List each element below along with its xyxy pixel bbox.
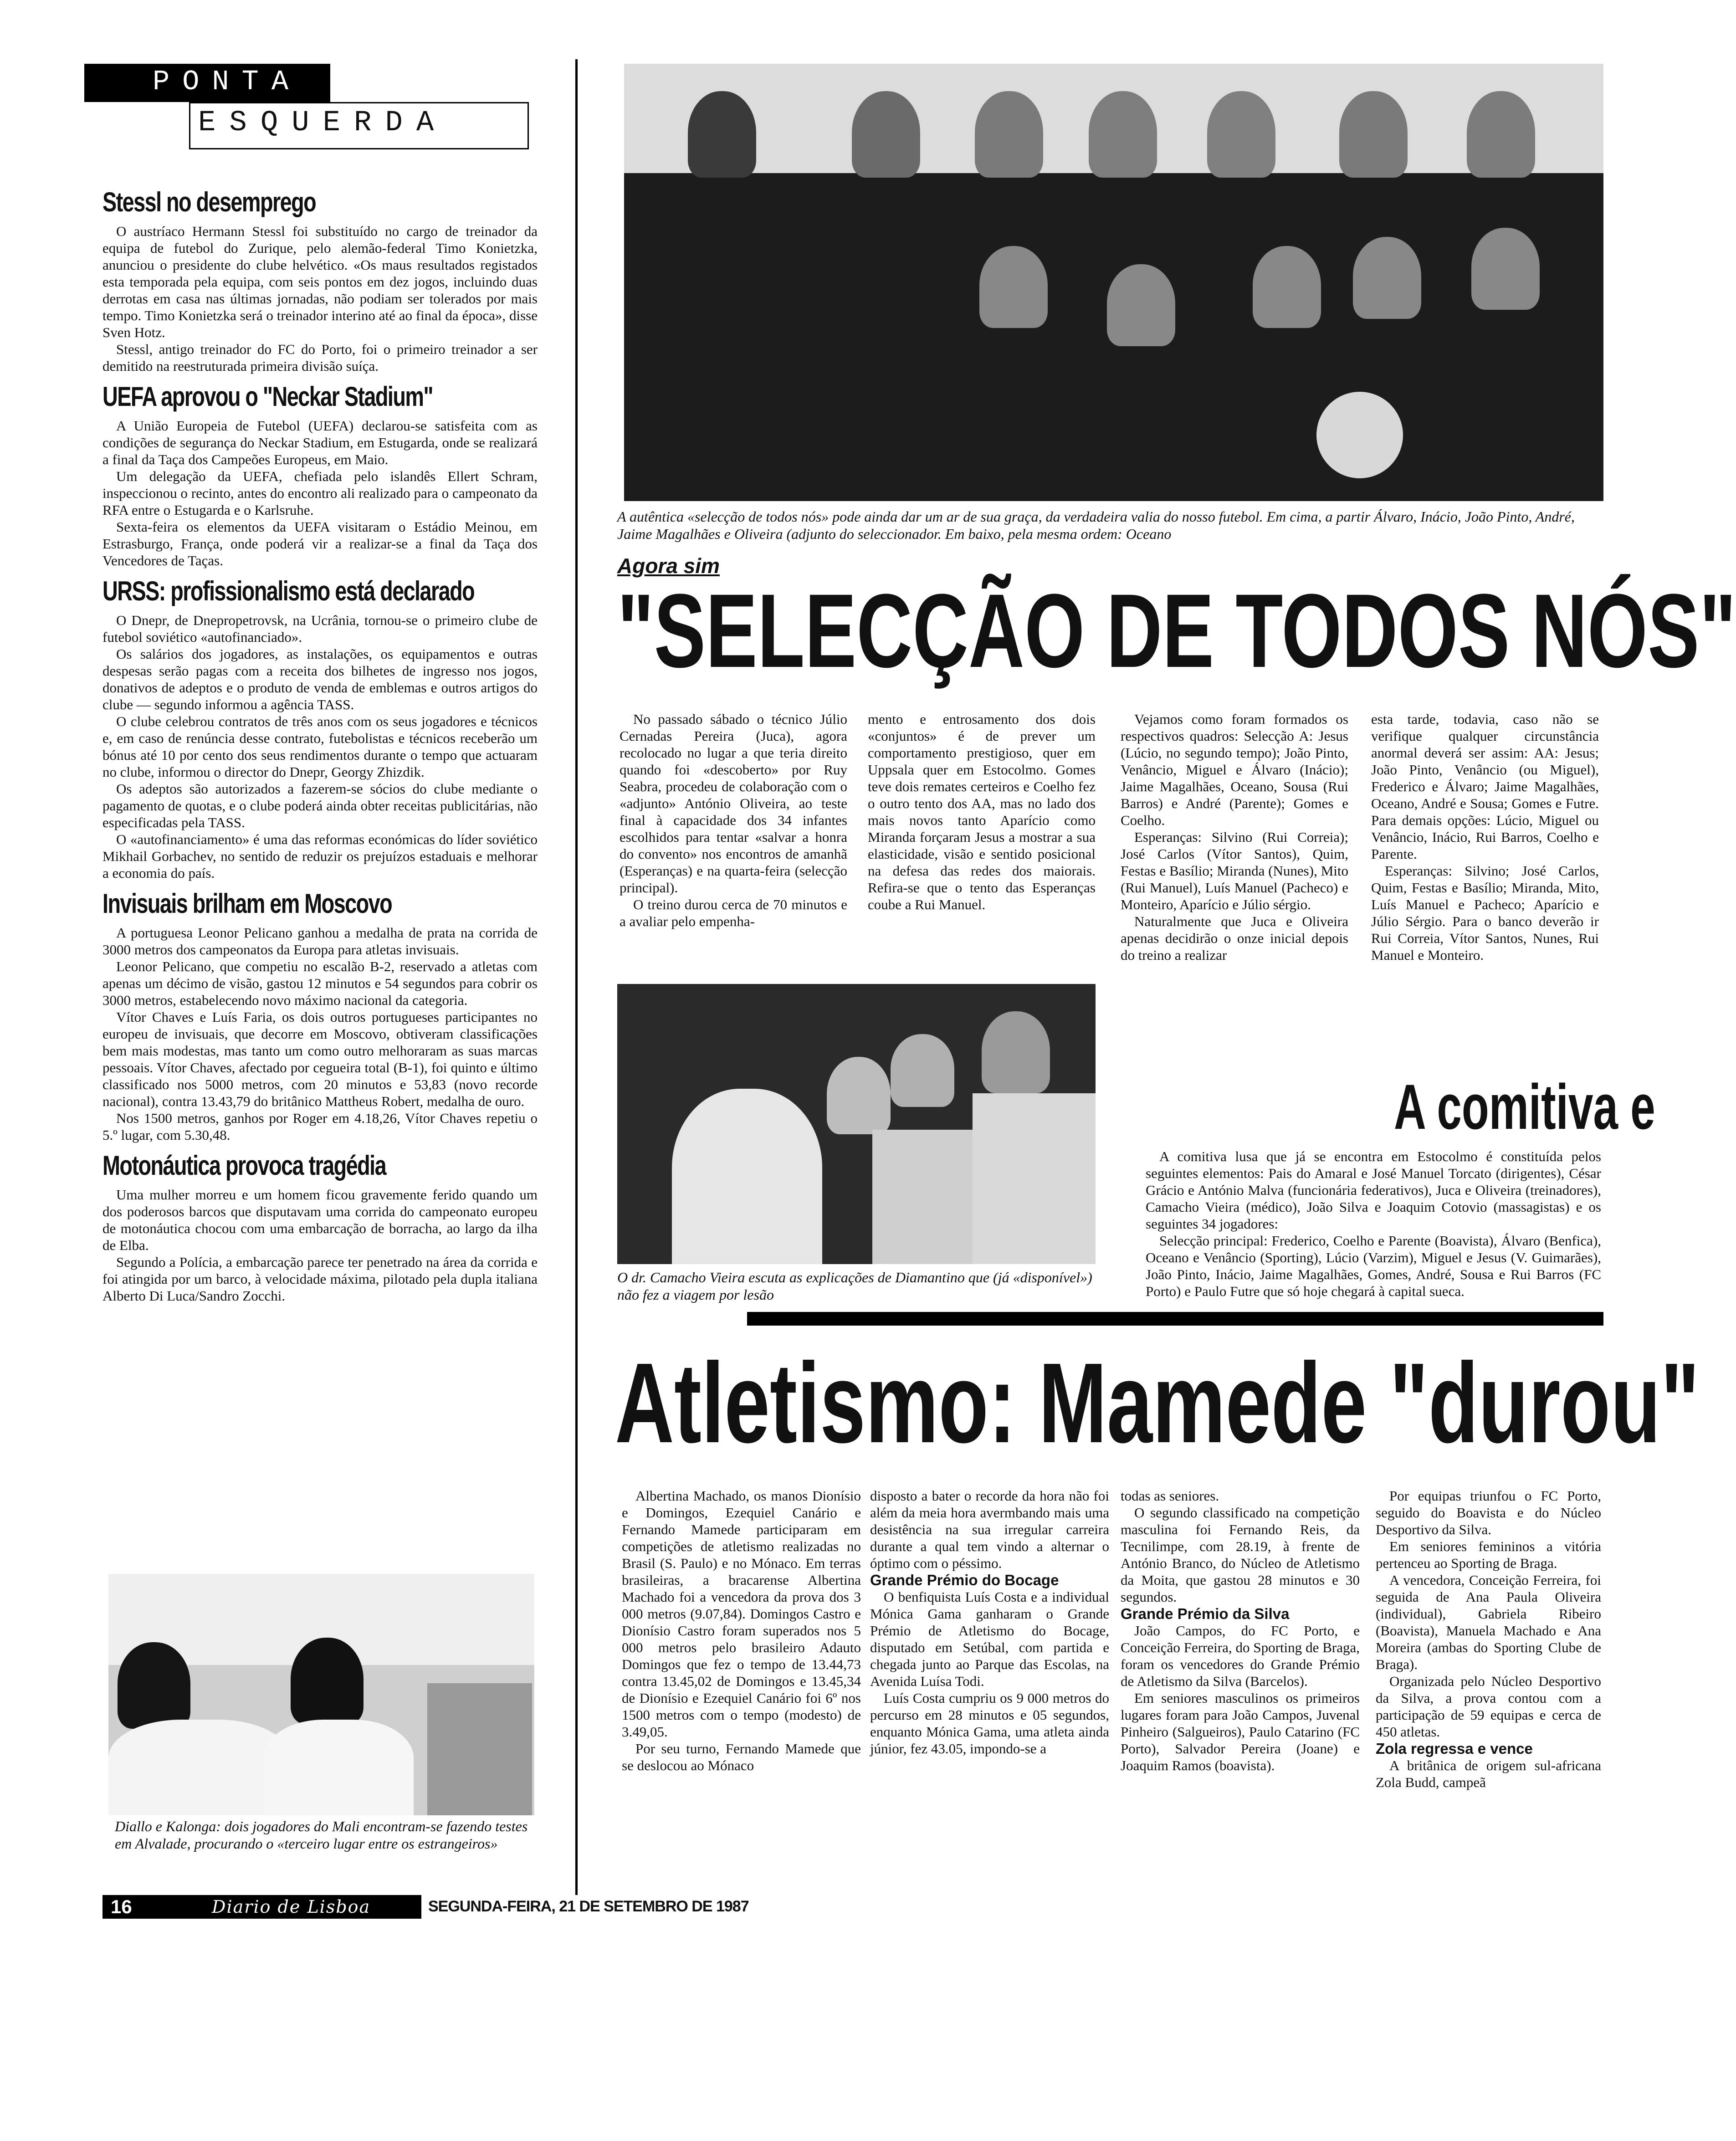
paragraph: A portuguesa Leonor Pelicano ganhou a medalha de prata na corrida de 3000 metros dos campeonatos da Europa para atletas invisuais. <box>102 925 538 958</box>
paragraph: mento e entrosamento dos dois «conjuntos» é de prever um comportamento prestigioso, quer em Uppsala quer em Estocolmo. Gomes teve dois remates certeiros e Coelho fez o outro tento dos AA, mas no lado dos mais novos tanto Aparício como Miranda forçaram Jesus a mostrar a sua elasticidade, visão e sentido posicional na defesa das redes dos maiorais. Refira-se que o tento das Esperanças coube a Rui Manuel. <box>868 711 1096 912</box>
paragraph: O treino durou cerca de 70 minutos e a avaliar pelo empenha- <box>620 896 847 929</box>
paragraph: Por equipas triunfou o FC Porto, seguido do Boavista e do Núcleo Desportivo da Silva. <box>1376 1488 1601 1537</box>
page-footer <box>102 1895 786 1920</box>
paragraph: A União Europeia de Futebol (UEFA) declarou-se satisfeita com as condições de segurança do Neckar Stadium, em Estugarda, onde se realizará a final da Taça dos Campeões Europeus, em Maio. <box>102 418 538 467</box>
article-title: URSS: profissionalismo está declarado <box>102 576 475 606</box>
meeting-photo <box>617 984 1096 1264</box>
subhead-silva: Grande Prémio da Silva <box>1121 1605 1290 1622</box>
paragraph: Em seniores femininos a vitória pertenceu ao Sporting de Braga. <box>1376 1538 1601 1571</box>
paper-name: Diario de Lisboa <box>212 1897 371 1917</box>
paragraph: Os salários dos jogadores, as instalações, os equipamentos e outras despesas serão pagas com a receita dos bilhetes de ingresso nos jogos, donativos de adeptos e o produto de venda de emblemas e outros artigos do clube — segundo informou a agência TASS. <box>102 646 538 712</box>
paragraph: Esperanças: Silvino; José Carlos, Quim, Festas e Basílio; Miranda, Mito, Luís Manuel e Pacheco; Aparício e Júlio Sérgio. Para o banco deverão ir Rui Correia, Vítor Santos, Nunes, Rui Manuel e Monteiro. <box>1371 863 1599 963</box>
paragraph: João Campos, do FC Porto, e Conceição Ferreira, do Sporting de Braga, foram os vencedores do Grande Prémio de Atletismo da Silva (Barcelos). <box>1121 1623 1360 1689</box>
article-title: Stessl no desemprego <box>102 187 316 217</box>
article-title: Invisuais brilham em Moscovo <box>102 888 392 919</box>
subhead-bocage: Grande Prémio do Bocage <box>870 1572 1059 1588</box>
paragraph: O segundo classificado na competição masculina foi Fernando Reis, da Tecnilimpe, com 28.19, à frente de António Branco, do Núcleo de Atletismo da Moita, que gastou 28 minutos e 30 segundos. <box>1121 1505 1360 1605</box>
paragraph: A vencedora, Conceição Ferreira, foi seguida de Ana Paula Oliveira (individual), Gabriela Ribeiro (Boavista), Manuela Machado e Ana Moreira (ambas do Sporting Clube de Braga). <box>1376 1572 1601 1672</box>
team-photo <box>624 64 1603 501</box>
team-col-1 <box>620 711 847 930</box>
paragraph: O clube celebrou contratos de três anos com os seus jogadores e técnicos e, em caso de renúncia desse contrato, futebolistas e técnicos receberão um bónus até 10 por cento dos seus rendimentos durante o tempo que actuaram no clube, informou o director do Dnepr, Georgy Zhizdik. <box>102 713 538 780</box>
paragraph: Nos 1500 metros, ganhos por Roger em 4.18,26, Vítor Chaves repetiu o 5.º lugar, com 5.30,48. <box>102 1110 538 1143</box>
team-headline: "SELECÇÃO DE TODOS NÓS" <box>617 572 1736 689</box>
athletics-headline: Atletismo: Mamede "durou" <box>615 1339 1700 1466</box>
article-title: UEFA aprovou o "Neckar Stadium" <box>102 381 433 412</box>
paragraph: Vejamos como foram formados os respectivos quadros: Selecção A: Jesus (Lúcio, no segundo tempo); João Pinto, Venâncio, Miguel e Álvaro (Inácio); Jaime Magalhães, Oceano, Sousa (Rui Barros) e André (Parente); Gomes e Coelho. <box>1121 711 1348 828</box>
paragraph: O benfiquista Luís Costa e a individual Mónica Gama ganharam o Grande Prémio de Atletismo do Bocage, disputado em Setúbal, com partida e chegada junto ao Parque das Escolas, na Avenida Luísa Todi. <box>870 1589 1109 1689</box>
mali-players-caption: Diallo e Kalonga: dois jogadores do Mali encontram-se fazendo testes em Alvalade, procurando o «terceiro lugar entre os estrangeiros» <box>115 1818 528 1852</box>
paragraph: Luís Costa cumpriu os 9 000 metros do percurso em 28 minutos e 05 segundos, enquanto Mónica Gama, uma atleta ainda júnior, fez 43.05, impondo-se a <box>870 1690 1109 1757</box>
paragraph: O «autofinanciamento» é uma das reformas económicas do líder soviético Mikhail Gorbachev, no sentido de reduzir os prejuízos estaduais e melhorar a economia do país. <box>102 831 538 881</box>
article-motonautica <box>102 1150 538 1304</box>
paragraph: Leonor Pelicano, que competiu no escalão B-2, reservado a atletas com apenas um décimo de visão, gastou 12 minutos e 54 segundos para cobrir os 3000 metros, estabelecendo novo máximo nacional da categoria. <box>102 958 538 1008</box>
paragraph: Organizada pelo Núcleo Desportivo da Silva, a prova contou com a participação de 59 equipas e cerca de 450 atletas. <box>1376 1673 1601 1740</box>
paragraph: A comitiva lusa que já se encontra em Estocolmo é constituída pelos seguintes elementos: Pais do Amaral e José Manuel Torcato (dirigentes), César Grácio e António Malva (funcionária federativos), Juca e Oliveira (treinadores), Camacho Vieira (médico), João Silva e Joaquim Cotovio (massagistas) e os seguintes 34 jogadores: <box>1146 1148 1601 1232</box>
logo-line-1: PONTA <box>153 66 302 98</box>
paragraph: esta tarde, todavia, caso não se verifique qualquer circunstância anormal deverá ser assim: AA: Jesus; João Pinto, Venâncio (ou Miguel), Frederico e Álvaro; Jaime Magalhães, Oceano, André e Sousa; Gomes e Futre. Para demais opções: Lúcio, Miguel ou Venâncio, Inácio, Rui Barros, Coelho e Parente. <box>1371 711 1599 862</box>
paragraph: Um delegação da UEFA, chefiada pelo islandês Ellert Schram, inspeccionou o recinto, antes do encontro ali realizado para o campeonato da RFA entre o Estugarda e o Karlsruhe. <box>102 468 538 518</box>
comitiva-text <box>1146 1148 1601 1300</box>
ponta-esquerda-logo <box>84 64 531 155</box>
page-number: 16 <box>111 1896 132 1917</box>
article-kicker: Agora sim <box>617 554 720 578</box>
subhead-zola: Zola regressa e vence <box>1376 1740 1533 1757</box>
article-urss <box>102 575 538 881</box>
mali-players-photo <box>108 1574 534 1815</box>
team-col-4 <box>1371 711 1599 963</box>
paragraph: Uma mulher morreu e um homem ficou gravemente ferido quando um dos poderosos barcos que disputavam uma corrida do campeonato europeu de motonáutica chocou com uma embarcação de borracha, ao largo da ilha de Elba. <box>102 1187 538 1253</box>
footer-date: SEGUNDA-FEIRA, 21 DE SETEMBRO DE 1987 <box>428 1898 749 1915</box>
column-divider <box>575 59 578 1895</box>
comitiva-headline: A comitiva e <box>1394 1071 1655 1142</box>
left-column <box>102 180 538 1304</box>
paragraph: Sexta-feira os elementos da UEFA visitaram o Estádio Meinou, em Estrasburgo, França, onde poderá vir a realizar-se a final da Taça dos Vencedores de Taças. <box>102 519 538 569</box>
athletics-col-3 <box>1121 1487 1360 1774</box>
paragraph: todas as seniores. <box>1121 1488 1219 1504</box>
team-col-2 <box>868 711 1096 913</box>
paragraph: O Dnepr, de Dnepropetrovsk, na Ucrânia, tornou-se o primeiro clube de futebol soviético «autofinanciado». <box>102 612 538 645</box>
paragraph: Por seu turno, Fernando Mamede que se deslocou ao Mónaco <box>622 1741 861 1773</box>
athletics-col-4 <box>1376 1487 1601 1791</box>
paragraph: No passado sábado o técnico Júlio Cernadas Pereira (Juca), agora recolocado no lugar a que teria direito quando foi «descoberto» por Ruy Seabra, procedeu de colaboração com o «adjunto» António Oliveira, ao teste final à capacidade dos 34 infantes escolhidos para tentar «salvar a honra do convento» nos encontros de amanhã (Esperanças) e na quarta-feira (selecção principal). <box>620 711 847 896</box>
paragraph: Segundo a Polícia, a embarcação parece ter penetrado na área da corrida e foi atingida por um barco, à velocidade máxima, pilotado pela dupla italiana Alberto Di Luca/Sandro Zocchi. <box>102 1254 538 1304</box>
paragraph: O austríaco Hermann Stessl foi substituído no cargo de treinador da equipa de futebol do Zurique, pelo alemão-federal Timo Konietzka, anunciou o presidente do clube helvético. «Os maus resultados registados esta temporada pela equipa, com seis pontos em dez jogos, incluindo duas derrotas em casa nas últimas jornadas, não podiam ser tolerados por mais tempo. Timo Konietzka será o treinador interino até ao final da época», disse Sven Hotz. <box>102 223 538 340</box>
athletics-col-1 <box>622 1487 861 1774</box>
athletics-col-2 <box>870 1487 1109 1757</box>
logo-line-2: ESQUERDA <box>198 107 448 139</box>
article-invisuais <box>102 888 538 1143</box>
paragraph: Albertina Machado, os manos Dionísio e Domingos, Ezequiel Canário e Fernando Mamede participaram em competições de atletismo realizadas no Brasil (S. Paulo) e no Mónaco. Em terras brasileiras, a bracarense Albertina Machado foi a vencedora da prova dos 3 000 metros (9.07,84). Domingos Castro e Dionísio Castro foram superados nos 5 000 metros pelo brasileiro Adauto Domingos que fez o tempo de 13.44,73 contra 13.45,02 de Domingos e 13.45,34 de Dionísio e Ezequiel Canário foi 6º nos 1500 metros com o tempo (modesto) de 3.49,05. <box>622 1488 861 1740</box>
paragraph: Em seniores masculinos os primeiros lugares foram para João Campos, Juvenal Pinheiro (Salgueiros), Paulo Catarino (FC Porto), Salvador Pereira (Joane) e Joaquim Ramos (boavista). <box>1121 1690 1360 1773</box>
meeting-caption: O dr. Camacho Vieira escuta as explicações de Diamantino que (já «disponível») não fez a viagem por lesão <box>617 1269 1092 1303</box>
team-photo-caption: A autêntica «selecção de todos nós» pode ainda dar um ar de sua graça, da verdadeira valia do nosso futebol. Em cima, a partir Álvaro, Inácio, João Pinto, André, Jaime Magalhães e Oliveira (adjunto do seleccionador. Em baixo, pela mesma ordem: Oceano <box>617 508 1575 542</box>
section-divider <box>747 1312 1603 1326</box>
paragraph: disposto a bater o recorde da hora não foi além da meia hora avermbando mais uma desistência na sua irregular carreira durante a qual tem vindo a alternar o óptimo com o péssimo. <box>870 1488 1109 1571</box>
paragraph: Os adeptos são autorizados a fazerem-se sócios do clube mediante o pagamento de quotas, e o clube poderá ainda obter receitas publicitárias, não especificadas pela TASS. <box>102 781 538 830</box>
paragraph: Stessl, antigo treinador do FC do Porto, foi o primeiro treinador a ser demitido na reestruturada primeira divisão suíça. <box>102 341 538 374</box>
paragraph: Vítor Chaves e Luís Faria, os dois outros portugueses participantes no europeu de invisuais, que decorre em Moscovo, obtiveram classificações bem mais modestas, mas tanto um como outro melhoraram as suas marcas pessoais. Vítor Chaves, afectado por cegueira total (B-1), foi quinto e último classificado nos 5000 metros, com 20 minutos e 53,83 (novo recorde nacional), contra 13.43,79 do britânico Mattheus Robert, medalha de ouro. <box>102 1009 538 1109</box>
article-uefa <box>102 381 538 569</box>
team-col-3 <box>1121 711 1348 963</box>
article-stessl <box>102 186 538 374</box>
paragraph: Selecção principal: Frederico, Coelho e Parente (Boavista), Álvaro (Benfica), Oceano e Venâncio (Sporting), Lúcio (Varzim), Miguel e Jesus (V. Guimarães), João Pinto, Inácio, Jaime Magalhães, Gomes, André, Sousa e Rui Barros (FC Porto) e Paulo Futre que só hoje chegará à capital sueca. <box>1146 1233 1601 1299</box>
paragraph: Naturalmente que Juca e Oliveira apenas decidirão o onze inicial depois do treino a realizar <box>1121 913 1348 963</box>
paragraph: A britânica de origem sul-africana Zola Budd, campeã <box>1376 1757 1601 1790</box>
article-title: Motonáutica provoca tragédia <box>102 1150 386 1181</box>
paragraph: Esperanças: Silvino (Rui Correia); José Carlos (Vítor Santos), Quim, Festas e Basílio; Miranda (Nunes), Mito (Rui Manuel), Luís Manuel (Pacheco) e Monteiro, Aparício e Júlio sérgio. <box>1121 829 1348 912</box>
